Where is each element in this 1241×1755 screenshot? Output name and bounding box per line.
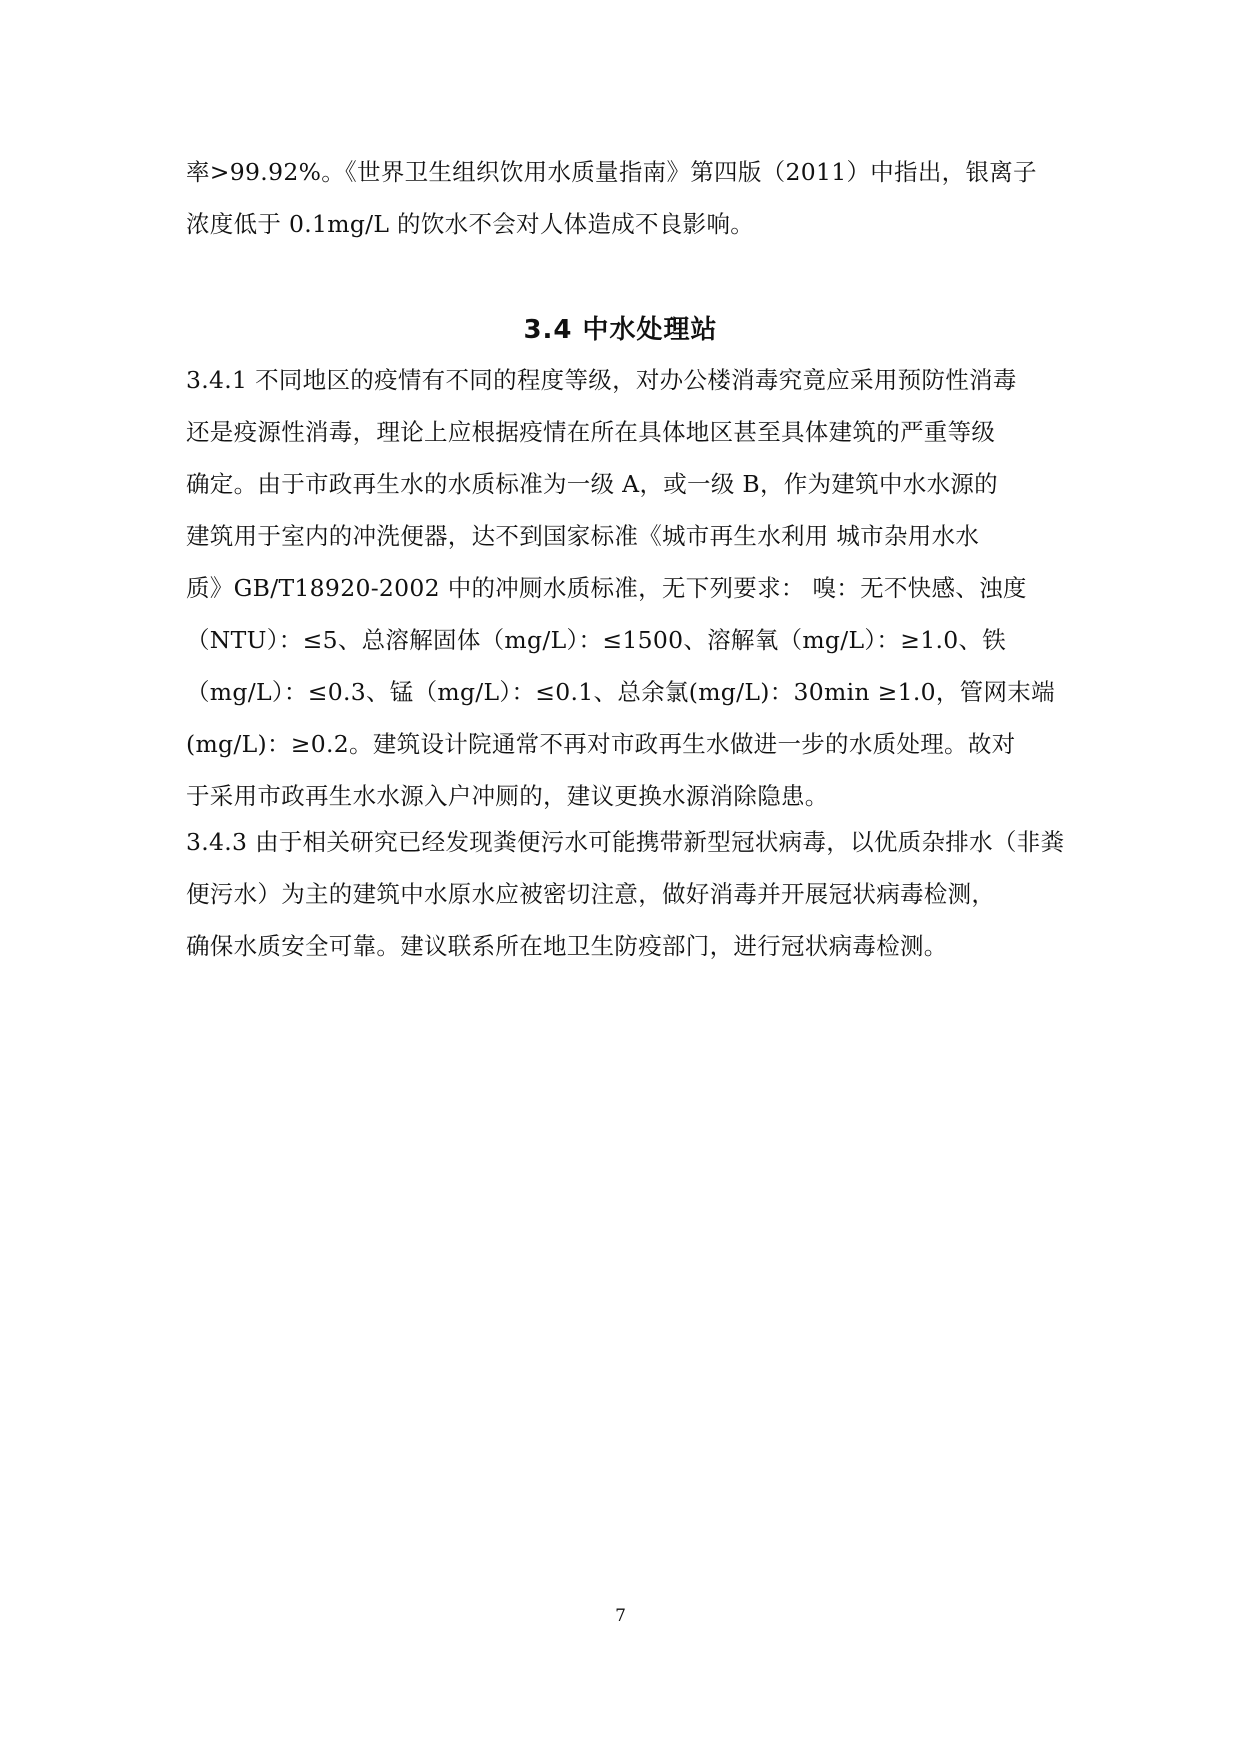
- clause-3-4-1-line-9: 于采用市政再生水水源入户冲厕的，建议更换水源消除隐患。: [186, 782, 829, 810]
- clause-3-4-1-line-3: 确定。由于市政再生水的水质标准为一级 A，或一级 B，作为建筑中水水源的: [186, 470, 998, 498]
- clause-3-4-3-line-1: 3.4.3 由于相关研究已经发现粪便污水可能携带新型冠状病毒，以优质杂排水（非粪: [186, 828, 1065, 856]
- page-number: 7: [615, 1606, 626, 1626]
- clause-3-4-3-line-3: 确保水质安全可靠。建议联系所在地卫生防疫部门，进行冠状病毒检测。: [186, 932, 948, 960]
- clause-3-4-1-line-1: 3.4.1 不同地区的疫情有不同的程度等级，对办公楼消毒究竟应采用预防性消毒: [186, 366, 1017, 394]
- intro-line-2: 浓度低于 0.1mg/L 的饮水不会对人体造成不良影响。: [186, 210, 755, 238]
- clause-3-4-1-line-6: （NTU）：≤5、总溶解固体（mg/L）：≤1500、溶解氧（mg/L）：≥1.0、铁: [186, 626, 1007, 654]
- clause-3-4-1-line-8: (mg/L)：≥0.2。建筑设计院通常不再对市政再生水做进一步的水质处理。故对: [186, 730, 1016, 758]
- clause-3-4-3-line-2: 便污水）为主的建筑中水原水应被密切注意，做好消毒并开展冠状病毒检测，: [186, 880, 996, 908]
- clause-3-4-1-line-2: 还是疫源性消毒，理论上应根据疫情在所在具体地区甚至具体建筑的严重等级: [186, 418, 996, 446]
- clause-3-4-1-line-7: （mg/L）：≤0.3、锰（mg/L）：≤0.1、总余氯(mg/L)：30min ≥1.0，管网末端: [186, 678, 1055, 706]
- section-heading: 3.4 中水处理站: [523, 315, 718, 345]
- clause-3-4-1-line-5: 质》GB/T18920-2002 中的冲厕水质标准，无下列要求： 嗅：无不快感、浊度: [186, 574, 1027, 602]
- intro-line-1: 率>99.92%。《世界卫生组织饮用水质量指南》第四版（2011）中指出，银离子: [186, 158, 1037, 186]
- clause-3-4-1-line-4: 建筑用于室内的冲洗便器，达不到国家标准《城市再生水利用 城市杂用水水: [186, 522, 980, 550]
